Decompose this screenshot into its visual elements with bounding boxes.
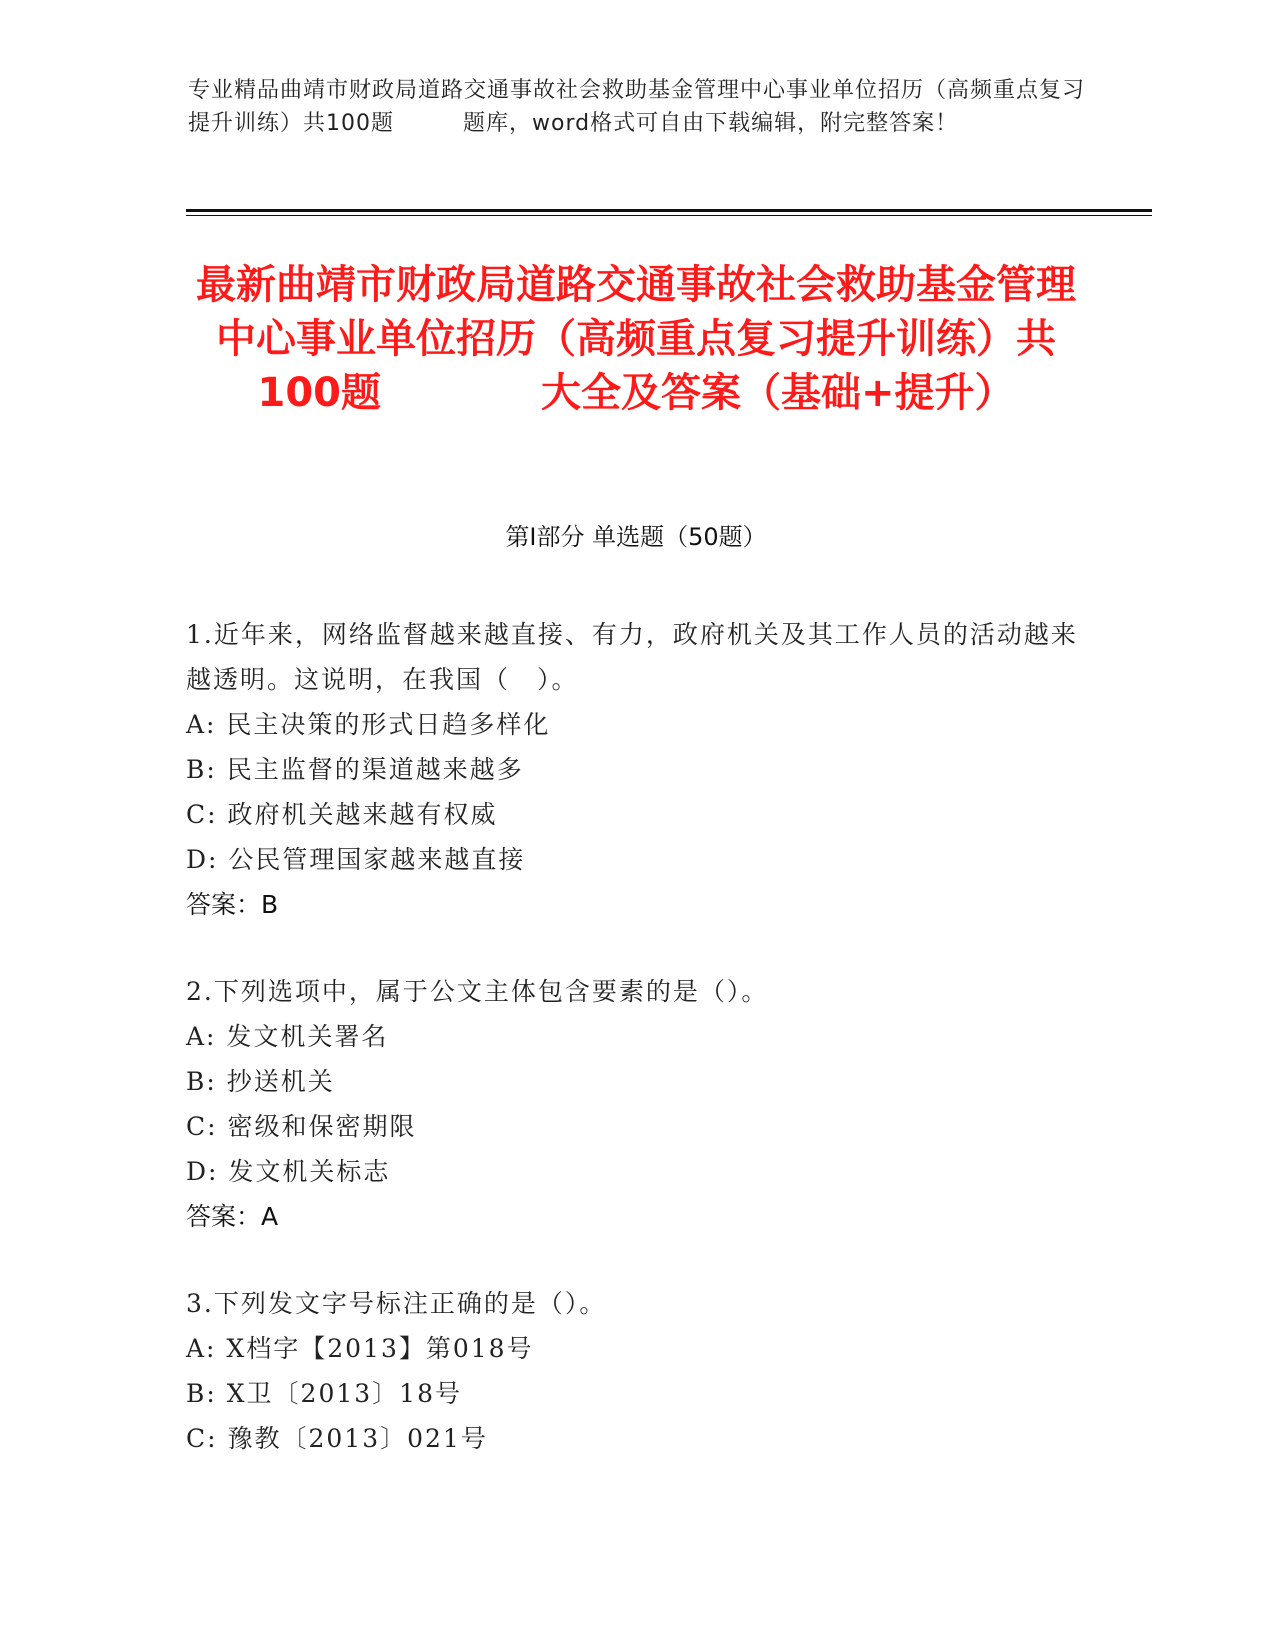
document-title: 最新曲靖市财政局道路交通事故社会救助基金管理中心事业单位招历（高频重点复习提升训练）共100题 大全及答案（基础+提升） — [196, 262, 1076, 416]
option-a: A: 发文机关署名 — [186, 1022, 389, 1051]
option-a: A: X档字【2013】第018号 — [186, 1334, 534, 1363]
question-stem: 2.下列选项中，属于公文主体包含要素的是（）。 — [186, 977, 769, 1006]
option-a: A: 民主决策的形式日趋多样化 — [186, 710, 551, 739]
header-divider-thick — [186, 209, 1152, 212]
question-list — [186, 612, 1086, 1503]
answer: 答案：A — [186, 1202, 279, 1231]
option-c: C: 密级和保密期限 — [186, 1112, 417, 1141]
question-2 — [186, 969, 1086, 1239]
option-d: D: 发文机关标志 — [186, 1157, 391, 1186]
question-3 — [186, 1281, 1086, 1461]
header-note: 专业精品曲靖市财政局道路交通事故社会救助基金管理中心事业单位招历（高频重点复习提升训练）共100题 题库，word格式可自由下载编辑，附完整答案！ — [188, 78, 1086, 136]
question-stem: 3.下列发文字号标注正确的是（）。 — [186, 1289, 607, 1318]
option-b: B: X卫〔2013〕18号 — [186, 1379, 462, 1408]
option-d: D: 公民管理国家越来越直接 — [186, 845, 526, 874]
answer: 答案：B — [186, 890, 279, 919]
option-c: C: 豫教〔2013〕021号 — [186, 1424, 488, 1453]
question-stem: 1.近年来，网络监督越来越直接、有力，政府机关及其工作人员的活动越来越透明。这说明，在我国（ ）。 — [186, 620, 1078, 694]
option-b: B: 民主监督的渠道越来越多 — [186, 755, 524, 784]
section-heading: 第Ⅰ部分 单选题（50题） — [505, 523, 767, 551]
option-b: B: 抄送机关 — [186, 1067, 335, 1096]
question-1 — [186, 612, 1086, 927]
header-divider-thin — [186, 215, 1152, 216]
option-c: C: 政府机关越来越有权威 — [186, 800, 498, 829]
